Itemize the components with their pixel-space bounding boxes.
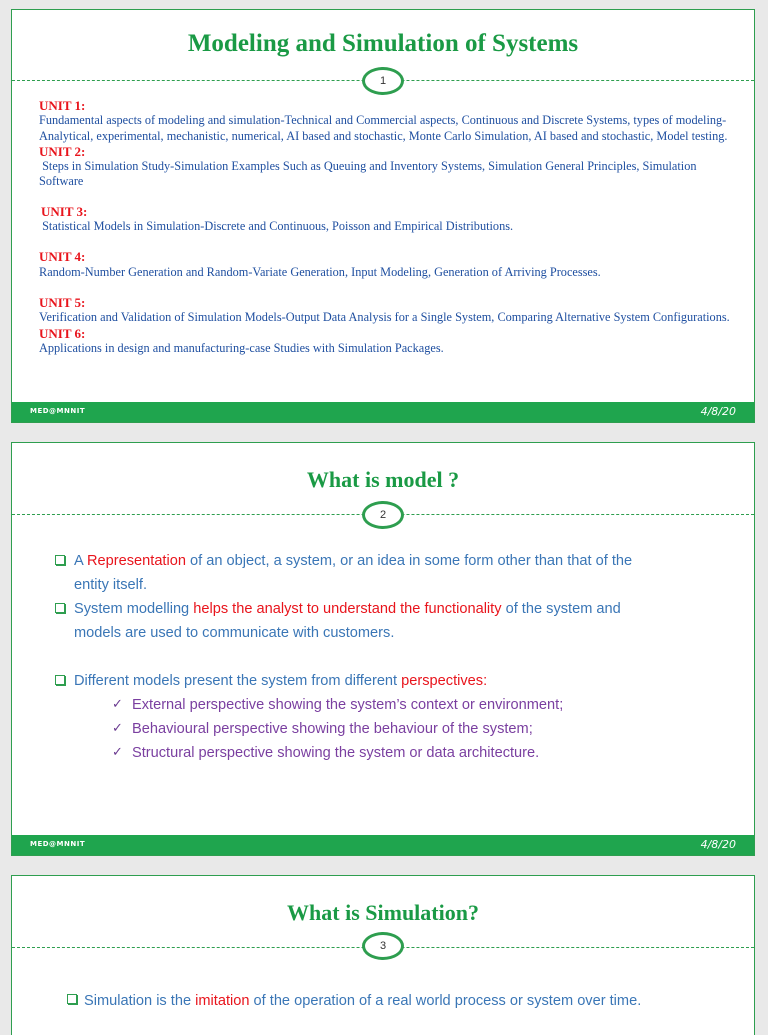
text: System modelling [74, 601, 194, 617]
slide-number-badge: 3 [362, 932, 404, 960]
slide-3-title: What is Simulation? [287, 900, 479, 925]
bullet-perspectives [74, 669, 734, 693]
text: models are used to communicate with customers. [74, 625, 395, 641]
unit-label: UNIT 3: [41, 203, 88, 219]
unit-label: UNIT 5: [39, 294, 86, 310]
unit-text: Applications in design and manufacturing-case Studies with Simulation Packages. [39, 340, 444, 355]
slide-number-badge: 1 [362, 67, 404, 95]
unit-text: Fundamental aspects of modeling and simulation-Technical and Commercial aspects, Continuous and Discrete Systems, types of modeling- Analytical, experimental, mechanistic, numerical, AI based and stochastic, Monte Carlo Simulation, AI based and stochastic, Model testing. [39, 113, 728, 143]
sub-bullet: Structural perspective showing the system or data architecture. [132, 745, 540, 761]
slide-1 [11, 9, 755, 423]
bullet-representation [74, 549, 734, 597]
bullet-square-icon [67, 994, 77, 1004]
unit-label: UNIT 6: [39, 325, 86, 341]
unit-block [39, 204, 739, 235]
footer-org: MED@MNNIT [30, 840, 86, 848]
unit-label: UNIT 1: [39, 98, 86, 113]
bullet-simulation [84, 989, 744, 1013]
unit-label: UNIT 4: [39, 249, 86, 265]
bullet-square-icon [55, 675, 65, 685]
slide-number-badge: 2 [362, 501, 404, 529]
text: Different models present the system from different [74, 673, 402, 689]
unit-block [39, 326, 739, 357]
slide-2 [11, 442, 755, 856]
sub-bullet: External perspective showing the system’s context or environment; [132, 697, 564, 713]
unit-block [39, 144, 739, 190]
unit-block [39, 295, 739, 326]
slide-1-title: Modeling and Simulation of Systems [187, 30, 579, 57]
check-icon: ✓ [112, 696, 123, 711]
unit-block [39, 249, 739, 280]
unit-block [39, 98, 739, 144]
highlight: perspectives: [401, 673, 488, 689]
text: of the system and [501, 601, 621, 617]
highlight: imitation [195, 993, 250, 1009]
bullet-square-icon [55, 603, 65, 613]
text: entity itself. [74, 577, 147, 593]
footer-date: 4/8/20 [700, 405, 736, 418]
slide-2-title: What is model ? [306, 467, 460, 492]
highlight: Representation [86, 553, 186, 569]
footer-org: MED@MNNIT [30, 407, 86, 415]
unit-text: Verification and Validation of Simulation Models-Output Data Analysis for a Single System, Comparing Alternative System Configurations. [39, 310, 730, 325]
unit-text: Random-Number Generation and Random-Variate Generation, Input Modeling, Generation of Arriving Processes. [39, 264, 601, 279]
units-list [39, 98, 739, 356]
check-icon: ✓ [112, 720, 123, 735]
text: of the operation of a real world process or system over time. [249, 993, 642, 1009]
unit-text: Steps in Simulation Study-Simulation Examples Such as Queuing and Inventory Systems, Simulation General Principles, Simulation Software [39, 159, 700, 189]
slide-footer [12, 402, 754, 422]
highlight: helps the analyst to understand the functionality [193, 601, 502, 617]
check-icon: ✓ [112, 744, 123, 759]
slide-footer [12, 835, 754, 855]
bullet-system-modelling [74, 597, 734, 645]
unit-label: UNIT 2: [39, 143, 86, 159]
unit-text: Statistical Models in Simulation-Discrete and Continuous, Poisson and Empirical Distributions. [39, 219, 514, 234]
sub-bullet: Behavioural perspective showing the behaviour of the system; [132, 721, 533, 737]
text: of an object, a system, or an idea in some form other than that of the [185, 553, 633, 569]
text: A [74, 553, 87, 569]
bullet-square-icon [55, 555, 65, 565]
slide-3 [11, 875, 755, 1035]
footer-date: 4/8/20 [700, 838, 736, 851]
text: Simulation is the [84, 993, 196, 1009]
